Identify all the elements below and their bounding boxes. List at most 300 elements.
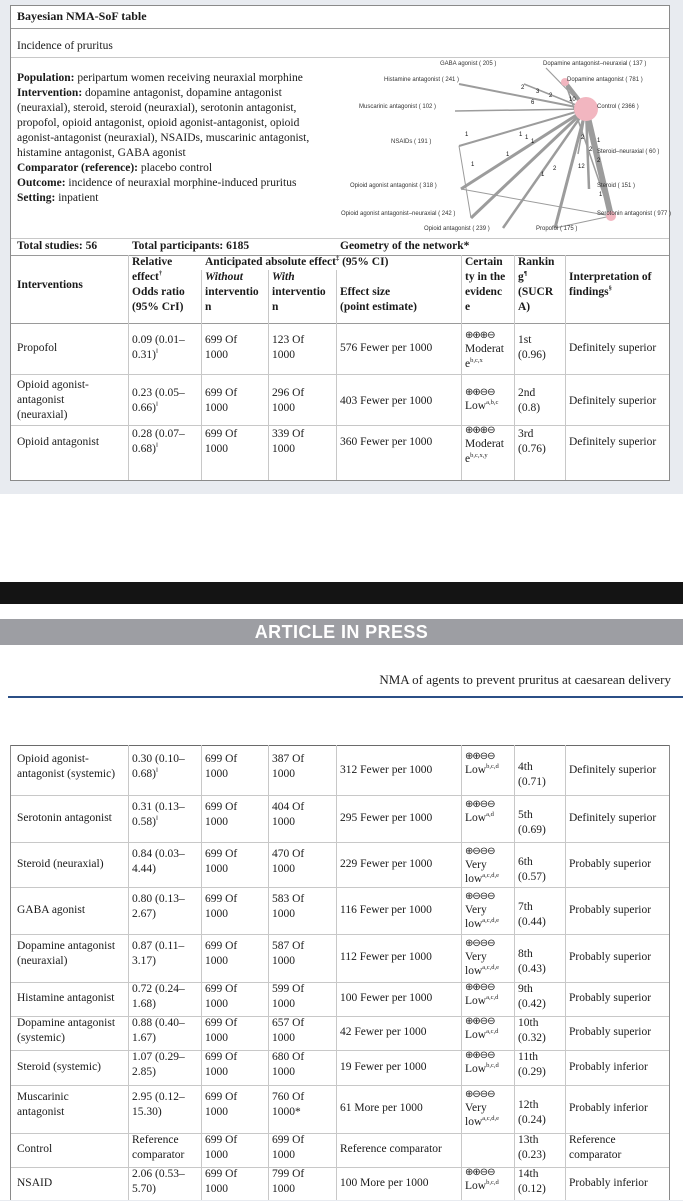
row-without-2: 1000: [205, 955, 228, 967]
edge-label: 2: [521, 85, 525, 91]
row-odds-ratio: Reference: [132, 1134, 179, 1146]
row-interpretation: Probably superior: [569, 1026, 652, 1038]
row-intervention: Propofol: [17, 342, 58, 354]
row-without: 699 Of: [205, 1168, 238, 1180]
certainty-symbols: ⊕⊕⊖⊖: [465, 799, 495, 810]
row-interpretation: Definitely superior: [569, 812, 657, 824]
edge-opioidant-control: [503, 109, 586, 228]
certainty-symbols: ⊕⊕⊖⊖: [465, 1050, 495, 1061]
row-odds-ratio-2: 1.68): [132, 998, 156, 1010]
row-with: 583 Of: [272, 893, 305, 905]
col-effect-1: Effect size: [340, 286, 391, 298]
network-edges: [455, 68, 611, 228]
row-with-2: 1000: [272, 1183, 295, 1195]
row-sucra: (0.23): [518, 1149, 546, 1161]
row-odds-ratio-2: 2.67): [132, 908, 156, 920]
row-certainty: Very: [465, 951, 487, 963]
row-odds-ratio: 0.31 (0.13–: [132, 801, 185, 813]
edge-label: 1: [599, 192, 603, 198]
certainty-symbols: ⊕⊖⊖⊖: [465, 846, 495, 857]
row-sucra: (0.96): [518, 349, 546, 361]
row-without-2: 1000: [205, 1032, 228, 1044]
edge-label: 1: [525, 135, 529, 141]
col-ranking-2: g¶: [518, 270, 528, 283]
row-interpretation: Probably superior: [569, 951, 652, 963]
col-without-3: n: [205, 301, 212, 313]
row-odds-ratio-2: 3.17): [132, 955, 156, 967]
row-certainty: Low$^{b,c,d}$: [465, 1062, 499, 1075]
row-sucra: (0.42): [518, 998, 546, 1010]
row-certainty: Moderat: [465, 438, 504, 450]
col-certainty-4: e: [465, 301, 471, 313]
row-certainty-2: $e^{b,c,x}$: [465, 357, 483, 370]
row-intervention-2: antagonist: [17, 1106, 65, 1118]
row-interpretation: Probably superior: [569, 992, 652, 1004]
col-without-2: interventio: [205, 286, 259, 298]
row-rank: 2nd: [518, 387, 536, 399]
row-without: 699 Of: [205, 428, 238, 440]
row-sucra: (0.43): [518, 963, 546, 975]
outcome-label: Outcome:: [17, 177, 66, 189]
row-with: 599 Of: [272, 983, 305, 995]
row-intervention: Opioid agonist-: [17, 753, 89, 765]
col-relative-3: Odds ratio: [132, 286, 185, 298]
row-without: 699 Of: [205, 1091, 238, 1103]
col-ranking-4: A): [518, 301, 531, 313]
row-with-2: 1000: [272, 1032, 295, 1044]
row-interpretation: Probably inferior: [569, 1061, 648, 1073]
node-control: Control ( 2366 ): [597, 104, 639, 110]
col-interventions: Interventions: [17, 279, 83, 291]
row-effect: 229 Fewer per 1000: [340, 858, 433, 870]
table-row: [11, 1133, 669, 1167]
certainty-symbols: ⊕⊕⊖⊖: [465, 751, 495, 762]
setting-text: inpatient: [58, 192, 99, 204]
node-nsaids: NSAIDs ( 191 ): [391, 139, 432, 145]
row-interpretation: Probably inferior: [569, 1177, 648, 1189]
row-sucra: (0.44): [518, 916, 546, 928]
row-odds-ratio-2: 1.67): [132, 1032, 156, 1044]
row-without: 699 Of: [205, 753, 238, 765]
certainty-symbols: ⊕⊕⊖⊖: [465, 387, 495, 398]
edge-label: 6: [531, 100, 535, 106]
row-without: 699 Of: [205, 1051, 238, 1063]
row-rank: 9th: [518, 983, 533, 995]
table-row: [11, 1085, 669, 1133]
row-sucra: (0.24): [518, 1114, 546, 1126]
col-ranking-3: (SUCR: [518, 286, 554, 298]
outcome-subtitle: Incidence of pruritus: [17, 40, 113, 52]
row-with: 387 Of: [272, 753, 305, 765]
row-odds-ratio-2: 0.68)‖: [132, 442, 158, 455]
row-with: 699 Of: [272, 1134, 305, 1146]
row-interpretation-2: comparator: [569, 1149, 622, 1161]
certainty-symbols: ⊕⊕⊖⊖: [465, 1016, 495, 1027]
row-certainty: Very: [465, 1102, 487, 1114]
row-certainty: Very: [465, 859, 487, 871]
row-with: 123 Of: [272, 334, 305, 346]
node-dopamine-antagonist: Dopamine antagonist ( 781 ): [567, 77, 643, 83]
row-odds-ratio-2: 0.68)‖: [132, 767, 158, 780]
row-sucra: (0.12): [518, 1183, 546, 1195]
row-without: 699 Of: [205, 1134, 238, 1146]
row-interpretation: Definitely superior: [569, 436, 657, 448]
row-certainty: Low$^{a,c,d}$: [465, 1028, 499, 1041]
node-opioid-agonist-antagonist-neuraxial: Opioid agonist antagonist–neuraxial ( 242 ): [341, 211, 456, 217]
row-rank: 7th: [518, 901, 533, 913]
row-certainty: Low$^{a,b,c}$: [465, 399, 499, 412]
row-with-2: 1000: [272, 768, 295, 780]
population-text: peripartum women receiving neuraxial morphine: [77, 72, 303, 84]
intervention-line: [17, 86, 282, 101]
col-effect-2: (point estimate): [340, 301, 417, 313]
row-intervention-3: (neuraxial): [17, 409, 68, 421]
row-interpretation: Definitely superior: [569, 342, 657, 354]
row-effect: 42 Fewer per 1000: [340, 1026, 427, 1038]
row-effect: 295 Fewer per 1000: [340, 812, 433, 824]
edge-musc-control: [455, 109, 586, 111]
row-certainty: Low$^{b,c,d}$: [465, 1179, 499, 1192]
table-row: [11, 426, 669, 476]
row-odds-ratio: 0.84 (0.03–: [132, 848, 185, 860]
row-odds-ratio: 0.72 (0.24–: [132, 983, 185, 995]
col-relative-1: Relative: [132, 256, 173, 268]
table-row: [11, 982, 669, 1016]
row-odds-ratio-2: 0.66)‖: [132, 401, 158, 414]
row-without: 699 Of: [205, 983, 238, 995]
row-effect: 112 Fewer per 1000: [340, 951, 432, 963]
row-with-2: 1000: [272, 863, 295, 875]
row-without: 699 Of: [205, 1017, 238, 1029]
col-interpretation-1: Interpretation of: [569, 271, 652, 283]
row-with-2: 1000*: [272, 1106, 301, 1118]
node-muscarinic-antagonist: Muscarinic antagonist ( 102 ): [359, 104, 437, 110]
edge-label: 1: [506, 152, 510, 158]
row-effect: 403 Fewer per 1000: [340, 395, 433, 407]
col-without-1: Without: [205, 271, 243, 283]
table-row: [11, 324, 669, 374]
row-without-2: 1000: [205, 908, 228, 920]
row-with-2: 1000: [272, 1149, 295, 1161]
row-sucra: (0.71): [518, 776, 546, 788]
row-intervention-2: antagonist (systemic): [17, 768, 116, 780]
comparator-text: placebo control: [140, 162, 213, 174]
row-odds-ratio-2: 15.30): [132, 1106, 162, 1118]
row-rank: 6th: [518, 856, 533, 868]
intervention-text-2: (neuraxial), steroid, steroid (neuraxial), serotonin antagonist,: [17, 102, 297, 114]
row-odds-ratio: 0.23 (0.05–: [132, 387, 185, 399]
node-gaba-agonist: GABA agonist ( 205 ): [440, 61, 497, 67]
edge-label: 10: [569, 97, 576, 103]
table-row: [11, 934, 669, 982]
row-effect: 19 Fewer per 1000: [340, 1061, 427, 1073]
row-rank: 1st: [518, 334, 532, 346]
table-row: [11, 375, 669, 425]
comparator-label: Comparator (reference):: [17, 162, 139, 174]
header-rule: [8, 696, 683, 698]
row-intervention-2: (systemic): [17, 1032, 65, 1044]
intervention-text-5: histamine antagonist, GABA agonist: [17, 147, 186, 159]
row-certainty: Very: [465, 904, 487, 916]
sof-table-continuation: [10, 745, 670, 1200]
row-odds-ratio-2: comparator: [132, 1149, 185, 1161]
article-in-press-text: ARTICLE IN PRESS: [254, 622, 429, 642]
certainty-symbols: ⊕⊖⊖⊖: [465, 938, 495, 949]
row-sucra: (0.69): [518, 824, 546, 836]
row-effect: 100 More per 1000: [340, 1177, 429, 1189]
row-interpretation: Definitely superior: [569, 395, 657, 407]
row-certainty-2: $e^{b,c,x,y}$: [465, 452, 488, 465]
row-without: 699 Of: [205, 940, 238, 952]
certainty-symbols: ⊕⊕⊖⊖: [465, 982, 495, 993]
table-row: [11, 1050, 669, 1085]
row-with: 339 Of: [272, 428, 305, 440]
row-rank: 3rd: [518, 428, 534, 440]
total-studies: Total studies: 56: [17, 240, 98, 252]
intervention-text-1: dopamine antagonist, dopamine antagonist: [85, 87, 282, 99]
col-certainty-3: evidenc: [465, 286, 503, 298]
row-odds-ratio: 2.95 (0.12–: [132, 1091, 185, 1103]
edge-label: 12: [578, 164, 585, 170]
col-certainty-1: Certain: [465, 256, 503, 268]
table-row: [11, 747, 669, 795]
edge-label: 1: [531, 139, 535, 145]
row-sucra: (0.8): [518, 402, 541, 414]
edge-label: 1: [465, 132, 469, 138]
row-interpretation: Probably superior: [569, 858, 652, 870]
row-without-2: 1000: [205, 998, 228, 1010]
node-histamine-antagonist: Histamine antagonist ( 241 ): [384, 77, 460, 83]
row-effect: 61 More per 1000: [340, 1102, 423, 1114]
network-geometry-caption: Geometry of the network*: [340, 240, 470, 252]
row-without: 699 Of: [205, 848, 238, 860]
row-without-2: 1000: [205, 768, 228, 780]
row-interpretation: Probably superior: [569, 904, 652, 916]
row-without-2: 1000: [205, 816, 228, 828]
row-intervention: Steroid (systemic): [17, 1061, 101, 1073]
row-without: 699 Of: [205, 893, 238, 905]
row-effect: 360 Fewer per 1000: [340, 436, 433, 448]
row-without-2: 1000: [205, 1149, 228, 1161]
certainty-symbols: ⊕⊖⊖⊖: [465, 891, 495, 902]
row-intervention: Serotonin antagonist: [17, 812, 112, 824]
col-with-3: n: [272, 301, 279, 313]
outcome-line: [17, 176, 296, 191]
row-odds-ratio-2: 0.58)‖: [132, 815, 158, 828]
node-serotonin-antagonist: Serotonin antagonist ( 977 ): [597, 211, 672, 217]
row-without-2: 1000: [205, 863, 228, 875]
certainty-symbols: ⊕⊕⊕⊖: [465, 330, 495, 341]
table-row: [11, 1167, 669, 1201]
row-without: 699 Of: [205, 334, 238, 346]
row-effect: Reference comparator: [340, 1143, 442, 1155]
row-intervention-2: (neuraxial): [17, 955, 68, 967]
col-relative-4: (95% CrI): [132, 301, 184, 313]
node-dopamine-antagonist-neuraxial: Dopamine antagonist–neuraxial ( 137 ): [543, 61, 647, 67]
edge-label: 2: [581, 135, 585, 141]
row-intervention: Dopamine antagonist: [17, 940, 116, 952]
comparator-line: [17, 161, 212, 176]
population-line: [17, 71, 303, 86]
table-row: [11, 842, 669, 887]
row-with: 657 Of: [272, 1017, 305, 1029]
edge-label: 3: [536, 89, 540, 95]
intervention-label: Intervention:: [17, 87, 83, 99]
row-odds-ratio: 0.87 (0.11–: [132, 940, 185, 952]
intervention-text-4: agonist-antagonist (neuraxial), NSAIDs, muscarinic antagonist,: [17, 132, 310, 144]
row-with-2: 1000: [272, 443, 295, 455]
row-odds-ratio-2: 5.70): [132, 1183, 156, 1195]
row-effect: 100 Fewer per 1000: [340, 992, 433, 1004]
row-certainty: Low$^{b,c,d}$: [465, 763, 499, 776]
row-certainty: Low$^{a,c,d}$: [465, 994, 499, 1007]
table-row: [11, 1016, 669, 1050]
row-sucra: (0.29): [518, 1066, 546, 1078]
row-rank: 12th: [518, 1099, 539, 1111]
row-certainty-2: low$^{a,c,d,e}$: [465, 872, 500, 885]
row-with: 470 Of: [272, 848, 305, 860]
col-with-2: interventio: [272, 286, 326, 298]
row-certainty-2: low$^{a,c,d,e}$: [465, 1115, 500, 1128]
row-without-2: 1000: [205, 1066, 228, 1078]
row-odds-ratio: 0.30 (0.10–: [132, 753, 185, 765]
row-intervention: NSAID: [17, 1177, 53, 1189]
row-intervention: Muscarinic: [17, 1091, 69, 1103]
edge-label: 1: [597, 138, 601, 144]
row-sucra: (0.76): [518, 443, 546, 455]
row-with-2: 1000: [272, 955, 295, 967]
row-with: 760 Of: [272, 1091, 305, 1103]
certainty-symbols: ⊕⊕⊕⊖: [465, 425, 495, 436]
row-without-2: 1000: [205, 402, 228, 414]
row-effect: 312 Fewer per 1000: [340, 764, 433, 776]
row-intervention: Opioid antagonist: [17, 436, 100, 448]
row-certainty: Low$^{a,d}$: [465, 811, 494, 824]
row-intervention-2: antagonist: [17, 394, 65, 406]
row-without: 699 Of: [205, 801, 238, 813]
edge-label: 1: [471, 162, 475, 168]
col-ranking-1: Rankin: [518, 256, 555, 268]
row-rank: 11th: [518, 1051, 539, 1063]
col-with-1: With: [272, 271, 295, 283]
row-odds-ratio: 2.06 (0.53–: [132, 1168, 185, 1180]
total-participants: Total participants: 6185: [132, 240, 250, 252]
row-intervention: Control: [17, 1143, 53, 1155]
row-certainty-2: low$^{a,c,d,e}$: [465, 964, 500, 977]
row-certainty: Moderat: [465, 343, 504, 355]
edge-label: 2: [549, 93, 553, 99]
page-gap-2: [0, 604, 683, 619]
row-odds-ratio-2: 4.44): [132, 863, 156, 875]
row-rank: 13th: [518, 1134, 539, 1146]
row-intervention: Steroid (neuraxial): [17, 858, 104, 870]
row-sucra: (0.57): [518, 871, 546, 883]
row-with: 680 Of: [272, 1051, 305, 1063]
running-head: NMA of agents to prevent pruritus at caesarean delivery: [379, 672, 671, 687]
node-steroid-neuraxial: Steroid–neuraxial ( 60 ): [597, 149, 660, 155]
edge-label: 1: [541, 172, 545, 178]
row-with-2: 1000: [272, 816, 295, 828]
row-with-2: 1000: [272, 908, 295, 920]
node-steroid: Steroid ( 151 ): [597, 183, 636, 189]
node-propofol: Propofol ( 175 ): [536, 226, 578, 232]
row-sucra: (0.32): [518, 1032, 546, 1044]
table-row: [11, 795, 669, 842]
row-interpretation: Probably inferior: [569, 1102, 648, 1114]
row-with: 587 Of: [272, 940, 305, 952]
certainty-symbols: ⊕⊖⊖⊖: [465, 1089, 495, 1100]
table-row: [11, 887, 669, 934]
row-without-2: 1000: [205, 443, 228, 455]
row-with-2: 1000: [272, 402, 295, 414]
certainty-symbols: ⊕⊕⊖⊖: [465, 1167, 495, 1178]
edge-label: 2: [597, 158, 601, 164]
col-interpretation-2: findings§: [569, 285, 612, 298]
row-with-2: 1000: [272, 1066, 295, 1078]
row-interpretation: Definitely superior: [569, 764, 657, 776]
edge-oaa-serotonin: [461, 189, 611, 216]
row-effect: 116 Fewer per 1000: [340, 904, 432, 916]
control-node-marker: [574, 97, 598, 121]
row-odds-ratio: 0.09 (0.01–: [132, 334, 185, 346]
setting-line: [17, 191, 98, 206]
row-rank: 8th: [518, 948, 533, 960]
table-title: Bayesian NMA-SoF table: [17, 9, 147, 23]
row-without-2: 1000: [205, 1183, 228, 1195]
row-certainty-2: low$^{a,c,d,e}$: [465, 917, 500, 930]
row-intervention: Histamine antagonist: [17, 992, 115, 1004]
outcome-text: incidence of neuraxial morphine-induced pruritus: [68, 177, 297, 189]
intervention-text-3: propofol, opioid antagonist, opioid agonist-antagonist, opioid: [17, 117, 300, 129]
row-intervention: GABA agonist: [17, 904, 86, 916]
page-gap: [0, 494, 683, 582]
row-odds-ratio: 0.88 (0.40–: [132, 1017, 185, 1029]
col-relative-2: effect†: [132, 270, 163, 283]
edge-label: 2: [553, 166, 557, 172]
row-rank: 4th: [518, 761, 533, 773]
node-opioid-agonist-antagonist: Opioid agonist antagonist ( 318 ): [350, 183, 437, 189]
row-without: 699 Of: [205, 387, 238, 399]
row-without-2: 1000: [205, 349, 228, 361]
row-rank: 10th: [518, 1017, 539, 1029]
row-odds-ratio-2: 0.31)‖: [132, 348, 158, 361]
row-odds-ratio: 0.80 (0.13–: [132, 893, 185, 905]
row-odds-ratio-2: 2.85): [132, 1066, 156, 1078]
row-odds-ratio: 0.28 (0.07–: [132, 428, 185, 440]
row-interpretation: Reference: [569, 1134, 616, 1146]
row-with: 404 Of: [272, 801, 305, 813]
row-rank: 14th: [518, 1168, 539, 1180]
node-opioid-antagonist: Opioid antagonist ( 239 ): [424, 226, 490, 232]
edge-label: 2: [589, 147, 593, 153]
col-anticipated: Anticipated absolute effect‡ (95% CI): [205, 255, 389, 268]
row-with: 799 Of: [272, 1168, 305, 1180]
row-intervention: Opioid agonist-: [17, 379, 89, 391]
setting-label: Setting:: [17, 192, 56, 204]
page-separator-bar: [0, 582, 683, 604]
row-effect: 576 Fewer per 1000: [340, 342, 433, 354]
row-with: 296 Of: [272, 387, 305, 399]
population-label: Population:: [17, 72, 75, 84]
sof-table-frame: [10, 5, 670, 481]
edge-label: 1: [519, 132, 523, 138]
col-certainty-2: ty in the: [465, 271, 506, 283]
row-without-2: 1000: [205, 1106, 228, 1118]
row-with-2: 1000: [272, 349, 295, 361]
row-odds-ratio: 1.07 (0.29–: [132, 1051, 185, 1063]
row-rank: 5th: [518, 809, 533, 821]
row-intervention: Dopamine antagonist: [17, 1017, 116, 1029]
